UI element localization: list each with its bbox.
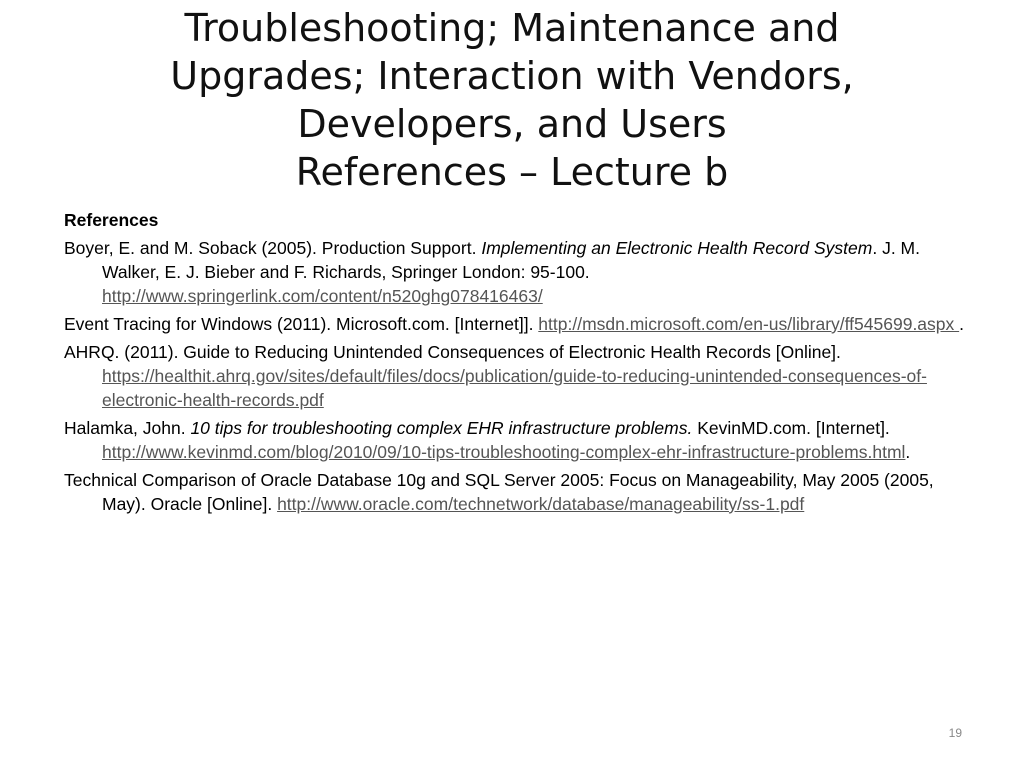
reference-link[interactable]: http://msdn.microsoft.com/en-us/library/ff545699.aspx xyxy=(538,314,960,334)
reference-text: . J. M. Walker, E. J. Bieber and F. Richards, Springer London: 95-100. xyxy=(102,238,920,282)
reference-item xyxy=(64,312,964,336)
slide-title xyxy=(60,4,964,196)
reference-link[interactable]: http://www.kevinmd.com/blog/2010/09/10-tips-troubleshooting-complex-ehr-infrastructure-problems.html xyxy=(102,442,906,462)
reference-text: Halamka, John. xyxy=(64,418,191,438)
slide-title-line: Developers, and Users xyxy=(297,102,727,146)
reference-text: Technical Comparison of Oracle Database 10g and SQL Server 2005: Focus on Manageability, May 2005 (2005, May). Oracle [Online]. xyxy=(64,470,934,514)
reference-title: Implementing an Electronic Health Record System xyxy=(481,238,873,258)
slide-title-line: Troubleshooting; Maintenance and xyxy=(184,6,840,50)
reference-link[interactable]: http://www.springerlink.com/content/n520ghg078416463/ xyxy=(102,286,543,306)
reference-text: KevinMD.com. [Internet]. xyxy=(692,418,890,438)
reference-text: Event Tracing for Windows (2011). Microsoft.com. [Internet]]. xyxy=(64,314,539,334)
reference-item xyxy=(64,468,964,516)
reference-tail: . xyxy=(959,314,965,334)
page-number: 19 xyxy=(948,726,962,740)
reference-item xyxy=(64,416,964,464)
reference-tail: . xyxy=(905,442,911,462)
reference-item xyxy=(64,236,964,308)
slide-title-line: Upgrades; Interaction with Vendors, xyxy=(170,54,854,98)
reference-text: Boyer, E. and M. Soback (2005). Production Support. xyxy=(64,238,482,258)
reference-text: AHRQ. (2011). Guide to Reducing Unintended Consequences of Electronic Health Records [Online]. xyxy=(64,342,841,362)
slide-title-line: References – Lecture b xyxy=(295,150,729,194)
references-section xyxy=(64,208,964,520)
reference-link[interactable]: https://healthit.ahrq.gov/sites/default/files/docs/publication/guide-to-reducing-unintended-consequences-of-electronic-health-records.pdf xyxy=(102,366,927,410)
reference-item xyxy=(64,340,964,412)
reference-title: 10 tips for troubleshooting complex EHR infrastructure problems. xyxy=(190,418,693,438)
references-heading: References xyxy=(64,210,159,230)
reference-link[interactable]: http://www.oracle.com/technetwork/database/manageability/ss-1.pdf xyxy=(277,494,805,514)
